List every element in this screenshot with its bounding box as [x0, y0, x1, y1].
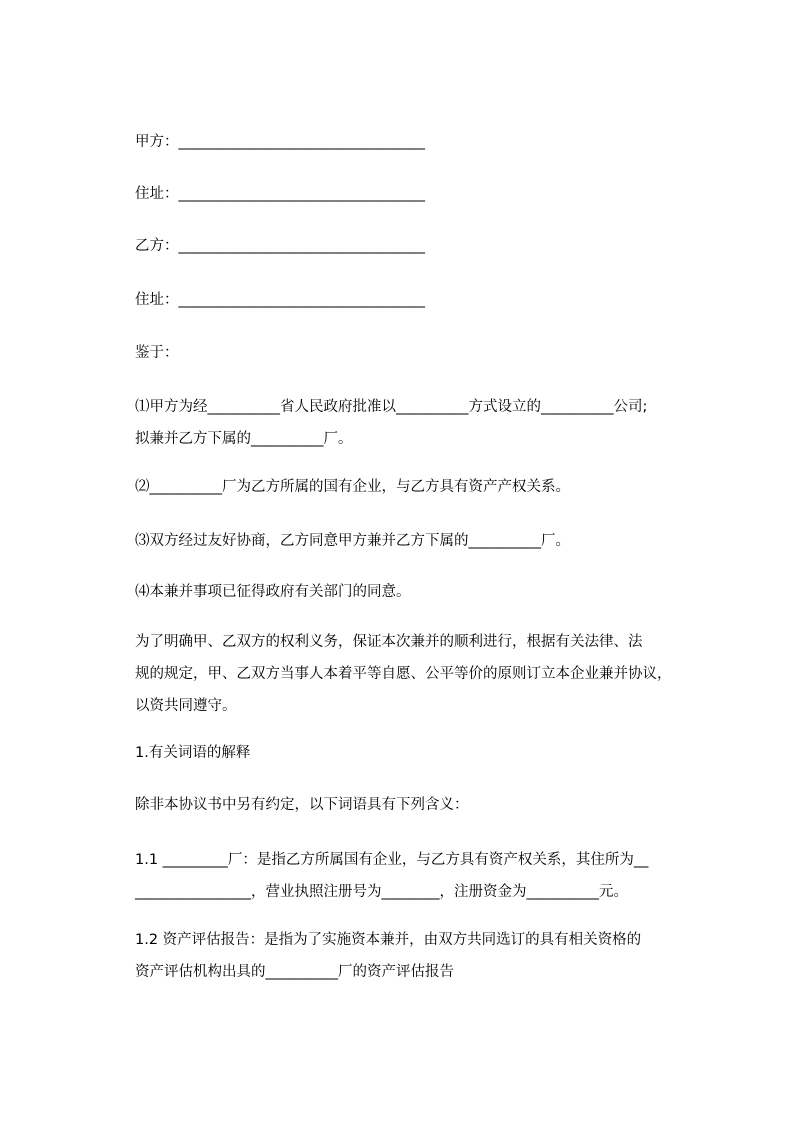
party-a-field: [135, 132, 425, 152]
whereas-clause-1: [135, 391, 705, 455]
preamble-line-1: 为了明确甲、乙双方的权利义务，保证本次兼并的顺利进行，根据有关法律、法: [135, 634, 643, 650]
definition-1-1: [135, 844, 705, 908]
section-1-title: 1.有关词语的解释: [135, 745, 251, 761]
party-a-address-blank: __________________________________: [178, 186, 425, 202]
preamble-paragraph: [135, 626, 705, 722]
section-1-intro: 除非本协议书中另有约定，以下词语具有下列含义：: [135, 797, 469, 813]
preamble-line-3: 以资共同遵守。: [135, 698, 237, 714]
party-b-address-blank: __________________________________: [178, 292, 425, 308]
party-a-label: 甲方：: [135, 134, 179, 150]
whereas-clause-1-line-1: ⑴甲方为经__________省人民政府批准以__________方式设立的__________公司;: [135, 399, 648, 415]
party-a-blank: __________________________________: [178, 134, 425, 150]
party-b-label: 乙方：: [135, 238, 179, 254]
party-b-address-field: [135, 290, 425, 310]
party-b-address-label: 住址：: [135, 292, 179, 308]
definition-1-2-line-1: 1.2 资产评估报告：是指为了实施资本兼并，由双方共同选订的具有相关资格的: [135, 932, 642, 948]
party-b-field: [135, 236, 425, 256]
preamble-line-2: 规的规定，甲、乙双方当事人本着平等自愿、公平等价的原则订立本企业兼并协议，: [135, 666, 672, 682]
whereas-heading: 鉴于：: [135, 345, 179, 361]
party-b-blank: __________________________________: [178, 238, 425, 254]
definition-1-2: [135, 924, 705, 988]
whereas-clause-4: ⑷本兼并事项已征得政府有关部门的同意。: [135, 584, 411, 600]
whereas-clause-1-line-2: 拟兼并乙方下属的__________厂。: [135, 431, 353, 447]
definition-1-2-line-2: 资产评估机构出具的__________厂的资产评估报告: [135, 964, 454, 980]
definition-1-1-line-1: 1.1 _________厂：是指乙方所属国有企业，与乙方具有资产权关系，其住所为__: [135, 852, 649, 868]
whereas-clause-2: ⑵__________厂为乙方所属的国有企业，与乙方具有资产产权关系。: [135, 479, 570, 495]
definition-1-1-line-2: ________________，营业执照注册号为________，注册资金为__________元。: [135, 884, 628, 900]
party-a-address-field: [135, 184, 425, 204]
party-a-address-label: 住址：: [135, 186, 179, 202]
whereas-clause-3: ⑶双方经过友好协商，乙方同意甲方兼并乙方下属的__________厂。: [135, 533, 570, 549]
